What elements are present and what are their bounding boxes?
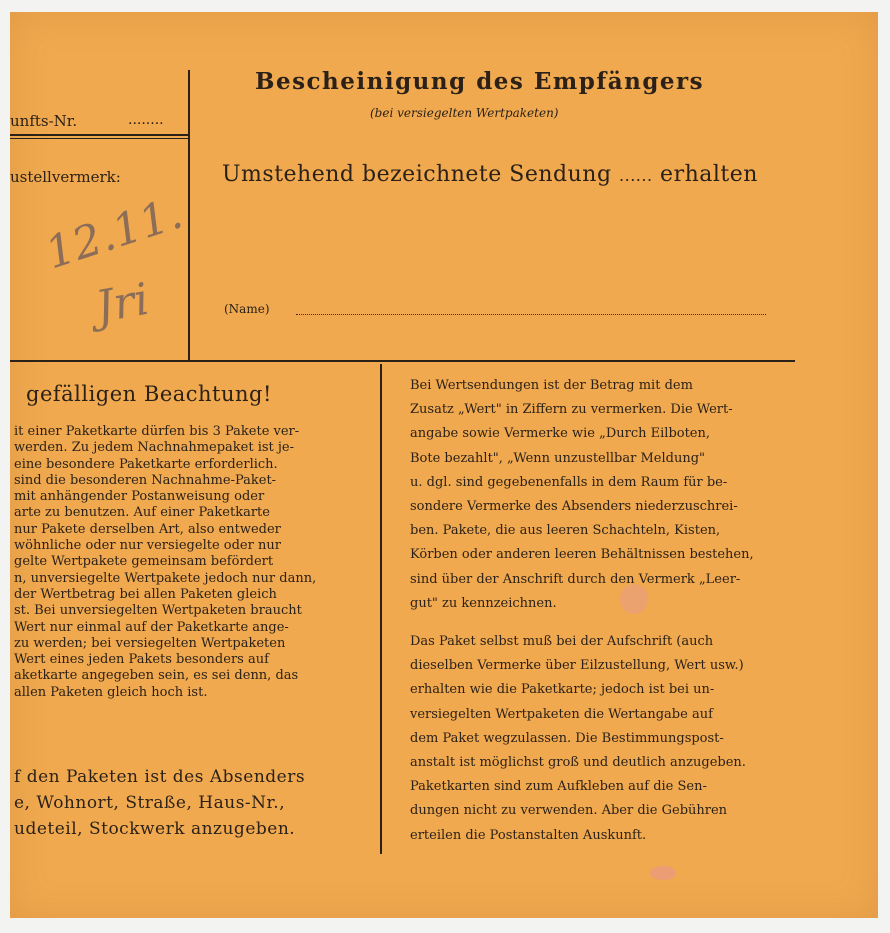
notice-line: nur Pakete derselben Art, also entweder: [14, 521, 281, 537]
form-bottom-rule: [10, 360, 795, 362]
receipt-statement-dots: ......: [619, 166, 653, 185]
notice-paragraph-left: [14, 424, 370, 701]
notice-line: arte zu benutzen. Auf einer Paketkarte: [14, 505, 270, 521]
name-signature-line: [296, 314, 766, 315]
notice-line: dungen nicht zu verwenden. Aber die Gebühren: [410, 803, 728, 819]
notice-line: sind die besonderen Nachnahme-Paket-: [14, 472, 277, 488]
notice-line: u. dgl. sind gegebenenfalls in dem Raum für be-: [410, 474, 728, 490]
notice-line: mit anhängender Postanweisung oder: [14, 489, 265, 505]
ink-stain: [650, 866, 676, 880]
notice-line: angabe sowie Vermerke wie „Durch Eilboten,: [410, 426, 711, 442]
notice-line: gelte Wertpakete gemeinsam befördert: [14, 554, 274, 570]
shipment-number-dots: ........: [128, 112, 164, 128]
form-subtitle: (bei versiegelten Wertpaketen): [370, 106, 559, 120]
receipt-statement: [222, 162, 758, 187]
notice-line: st. Bei unversiegelten Wertpaketen braucht: [14, 603, 302, 619]
shipment-number-label: unfts-Nr.: [10, 112, 78, 130]
notice-line: Bote bezahlt", „Wenn unzustellbar Meldung": [410, 450, 706, 466]
notice-line: anstalt ist möglichst groß und deutlich anzugeben.: [410, 755, 746, 771]
notice-line: allen Paketen gleich hoch ist.: [14, 684, 208, 700]
address-line: f den Paketen ist des Absenders: [14, 767, 306, 787]
value-shipments-paragraph: [410, 374, 800, 616]
receipt-statement-part1: Umstehend bezeichnete Sendung: [222, 162, 612, 187]
name-label: (Name): [224, 302, 270, 316]
delivery-note-label: ustellvermerk:: [10, 168, 121, 186]
notice-heading: gefälligen Beachtung!: [26, 382, 272, 406]
address-line: udeteil, Stockwerk anzugeben.: [14, 819, 296, 839]
sender-address-notice: [14, 764, 305, 842]
left-box-divider: [188, 70, 190, 362]
handwritten-date: 12.11.: [39, 187, 189, 280]
notice-line: Bei Wertsendungen ist der Betrag mit dem: [410, 378, 693, 393]
notice-line: zu werden; bei versiegelten Wertpaketen: [14, 635, 286, 651]
notice-line: Zusatz „Wert" in Ziffern zu vermerken. Die Wert-: [410, 402, 733, 418]
notice-line: Paketkarten sind zum Aufkleben auf die Sen-: [410, 779, 707, 795]
notice-line: Wert nur einmal auf der Paketkarte ange-: [14, 619, 289, 635]
notice-line: gut" zu kennzeichnen.: [410, 595, 557, 611]
ink-stain: [620, 584, 648, 614]
notice-line: n, unversiegelte Wertpakete jedoch nur dann,: [14, 570, 317, 586]
column-divider: [380, 364, 382, 854]
notice-line: erhalten wie die Paketkarte; jedoch ist bei un-: [410, 682, 715, 698]
handwritten-initials: Jri: [91, 273, 153, 334]
address-line: e, Wohnort, Straße, Haus-Nr.,: [14, 793, 286, 813]
receipt-statement-part2: erhalten: [660, 162, 758, 187]
notice-line: Das Paket selbst muß bei der Aufschrift (auch: [410, 634, 714, 649]
left-box-rule-2: [10, 138, 188, 139]
notice-line: ben. Pakete, die aus leeren Schachteln, Kisten,: [410, 523, 721, 539]
notice-line: Körben oder anderen leeren Behältnissen bestehen,: [410, 547, 754, 563]
parcel-card: [10, 12, 878, 918]
notice-line: sondere Vermerke des Absenders niederzuschrei-: [410, 499, 738, 515]
notice-line: aketkarte angegeben sein, es sei denn, das: [14, 668, 299, 684]
notice-line: it einer Paketkarte dürfen bis 3 Pakete ver-: [14, 424, 300, 439]
notice-line: werden. Zu jedem Nachnahmepaket ist je-: [14, 440, 295, 456]
notice-line: versiegelten Wertpaketen die Wertangabe auf: [410, 706, 713, 722]
form-title: Bescheinigung des Empfängers: [255, 68, 705, 95]
notice-line: dem Paket wegzulassen. Die Bestimmungspost-: [410, 730, 724, 746]
notice-line: eine besondere Paketkarte erforderlich.: [14, 456, 278, 472]
notice-line: wöhnliche oder nur versiegelte oder nur: [14, 538, 281, 554]
notice-line: erteilen die Postanstalten Auskunft.: [410, 827, 647, 843]
parcel-labeling-paragraph: [410, 630, 800, 848]
notice-line: der Wertbetrag bei allen Paketen gleich: [14, 586, 277, 602]
notice-line: Wert eines jeden Pakets besonders auf: [14, 652, 269, 668]
left-box-rule-1: [10, 134, 188, 136]
notice-line: sind über der Anschrift durch den Vermerk „Leer-: [410, 571, 741, 587]
notice-line: dieselben Vermerke über Eilzustellung, Wert usw.): [410, 658, 744, 674]
